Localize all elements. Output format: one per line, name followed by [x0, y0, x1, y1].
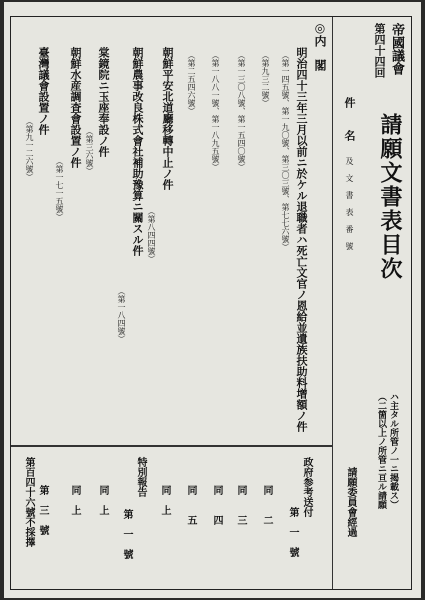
entry-6-group: 特別報告 [135, 457, 146, 497]
entry-0-main: 明治四十三年三月以前ニ於ケル退職者ハ死亡文官ノ恩給並遺族扶助料增額ノ件 [295, 47, 308, 432]
entry-5-sub: （第八四四號） [147, 207, 156, 263]
session-label: 第四十四回 [373, 23, 386, 78]
entry-4-sub: （第二五四六號） [187, 51, 196, 115]
diet-name: 帝國議會 [389, 23, 404, 75]
entry-0-sub: （第一四五號、第一九〇號、第三〇三號、第七七六號） [281, 51, 290, 251]
entry-0-status: 第 一 號 [287, 507, 298, 557]
section-cabinet: ◎内 閣 [313, 21, 327, 71]
entry-8-sub: （第一七一五號） [55, 157, 64, 221]
entry-6-main: 朝鮮農事改良株式會社補助豫算ニ關スル件 [131, 47, 144, 256]
heading-divider [332, 17, 334, 589]
entry-6-sub: （第一八四號） [117, 287, 126, 343]
entry-3-sub: （第一八八一號、第一八九五號） [211, 51, 220, 171]
entry-5-main: 朝鮮平安北道廳移轉中止ノ件 [161, 47, 174, 190]
page-frame [10, 16, 412, 590]
entry-6-status: 第 一 號 [121, 509, 132, 559]
entry-8-main: 朝鮮水産調査會設置ノ件 [69, 47, 82, 168]
doc-number-header: 及 文 書 表 番 號 [345, 157, 354, 250]
header-note-1: （二箇以上ノ所管ニ亘ル請願 [376, 392, 386, 509]
entry-7-status: 同 上 [97, 485, 108, 515]
entry-1-status: 同 二 [261, 485, 272, 525]
entry-0-group: 政府参考送付 [301, 457, 312, 517]
entry-3-status: 同 四 [211, 485, 222, 525]
entry-5-status: 同 上 [159, 485, 170, 515]
entry-1-sub: （第九三二號） [261, 51, 270, 107]
entry-7-main: 棠鏡院ニ玉座奉設ノ件 [97, 47, 110, 157]
entry-9-status: 第 三 號 [37, 485, 48, 535]
entry-7-sub: （第三六號） [85, 127, 94, 175]
subject-header: 件 名 [343, 97, 356, 141]
entry-2-status: 同 三 [235, 485, 246, 525]
entry-8-status: 同 上 [69, 485, 80, 515]
entry-2-sub: （第一三〇八號、第一五四〇號） [237, 51, 246, 171]
page-title: 請願文書表目次 [377, 113, 403, 281]
entry-4-status: 同 五 [185, 485, 196, 525]
header-note-2: ハ主タル所管ノ一ニ揭載ス） [388, 392, 398, 509]
document-page [4, 2, 421, 598]
committee-header: 請願委員會經過 [345, 467, 356, 537]
entry-9-main: 臺灣議會設置ノ件 [37, 47, 50, 135]
entry-9-sub: （第九一二六號） [25, 117, 34, 181]
committee-divider [11, 445, 333, 447]
entry-9-group: 第百四十六號不採擇 [23, 457, 34, 547]
